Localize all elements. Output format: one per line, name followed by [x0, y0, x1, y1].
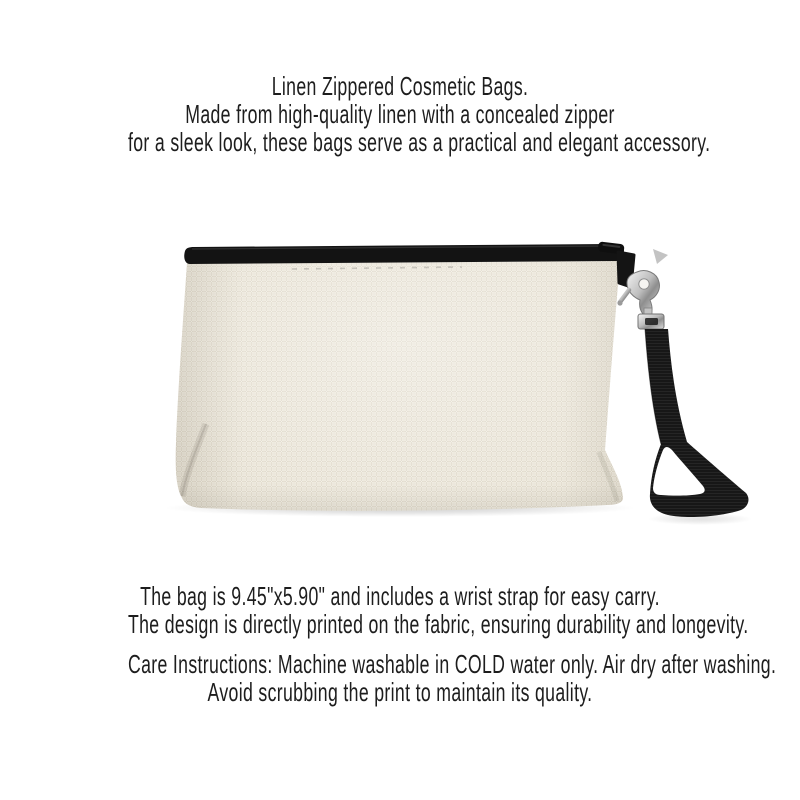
details-lines	[128, 581, 749, 639]
title-line-3: for a sleek look, these bags serve as a practical and elegant accessory.	[128, 127, 711, 157]
care-lines	[128, 649, 777, 707]
details-line-2: The design is directly printed on the fabric, ensuring durability and longevity.	[128, 609, 749, 639]
details-line-1: The bag is 9.45"x5.90" and includes a wrist strap for easy carry.	[140, 581, 660, 611]
title-line-2: Made from high-quality linen with a concealed zipper	[185, 99, 615, 129]
bag-fabric-shading	[170, 238, 630, 518]
care-line-1: Care Instructions: Machine washable in COLD water only. Air dry after washing.	[128, 649, 777, 679]
title-line-1: Linen Zippered Cosmetic Bags.	[271, 71, 529, 101]
details-block	[0, 582, 800, 638]
clasp-gate	[620, 290, 629, 302]
wrist-strap	[645, 329, 748, 517]
care-line-2: Avoid scrubbing the print to maintain its quality.	[207, 677, 593, 707]
zipper-end-metal	[653, 249, 668, 264]
care-block	[0, 650, 800, 706]
